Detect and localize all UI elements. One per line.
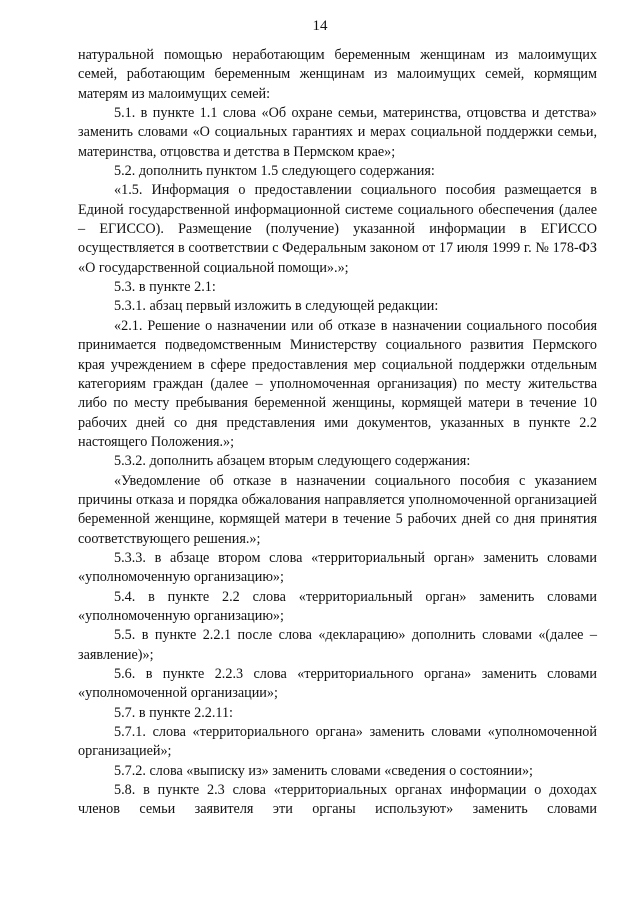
paragraph: 5.3.2. дополнить абзацем вторым следующего содержания: — [114, 453, 471, 470]
paragraph: 5.6. в пункте 2.2.3 слова «территориального органа» заменить словами «уполномоченной организации»; — [78, 666, 597, 702]
paragraph: «Уведомление об отказе в назначении социального пособия с указанием причины отказа и порядка обжалования направляется уполномоченной организацией беременной женщине, кормящей матери в течение 5 рабочих дней со дня принятия соответствующего решения.»; — [78, 472, 597, 547]
document-body — [78, 46, 597, 820]
paragraph: 5.5. в пункте 2.2.1 после слова «декларацию» дополнить словами «(далее – заявление)»; — [78, 627, 597, 663]
paragraph: 5.7.1. слова «территориального органа» заменить словами «уполномоченной организацией»; — [78, 724, 597, 760]
paragraph: 5.8. в пункте 2.3 слова «территориальных органах информации о доходах членов семьи заявителя эти органы используют» заменить словами — [78, 782, 597, 818]
paragraph: 5.2. дополнить пунктом 1.5 следующего содержания: — [114, 163, 435, 180]
paragraph: «2.1. Решение о назначении или об отказе в назначении социального пособия принимается подведомственным Министерству социального развития Пермского края учреждением в сфере предоставления мер социальной поддержки отдельным категориям граждан (далее – уполномоченная организация) по месту жительства либо по месту пребывания беременной женщины, кормящей матери в течение 10 рабочих дней со дня представления ими документов, указанных в пункте 2.2 настоящего Положения.»; — [78, 317, 597, 450]
paragraph: 5.1. в пункте 1.1 слова «Об охране семьи, материнства, отцовства и детства» заменить словами «О социальных гарантиях и мерах социальной поддержки семьи, материнства, отцовства и детства в Пермском крае»; — [78, 105, 597, 160]
paragraph: 5.4. в пункте 2.2 слова «территориальный орган» заменить словами «уполномоченную организацию»; — [78, 588, 597, 624]
paragraph: «1.5. Информация о предоставлении социального пособия размещается в Единой государственной информационной системе социального обеспечения (далее – ЕГИССО). Размещение (получение) указанной информации в ЕГИССО осуществляется в соответствии с Федеральным законом от 17 июля 1999 г. № 178-ФЗ «О государственной социальной помощи».»; — [78, 182, 597, 276]
paragraph: 5.7. в пункте 2.2.11: — [114, 704, 233, 721]
paragraph: 5.3.3. в абзаце втором слова «территориальный орган» заменить словами «уполномоченную организацию»; — [78, 549, 597, 586]
paragraph: 5.3. в пункте 2.1: — [114, 279, 216, 296]
paragraph: 5.7.2. слова «выписку из» заменить словами «сведения о состоянии»; — [114, 762, 533, 779]
paragraph: натуральной помощью неработающим беременным женщинам из малоимущих семей, работающим беременным женщинам из малоимущих семей, кормящим матерям из малоимущих семей: — [78, 47, 597, 102]
paragraph: 5.3.1. абзац первый изложить в следующей редакции: — [114, 298, 439, 315]
page-number: 14 — [312, 18, 328, 34]
